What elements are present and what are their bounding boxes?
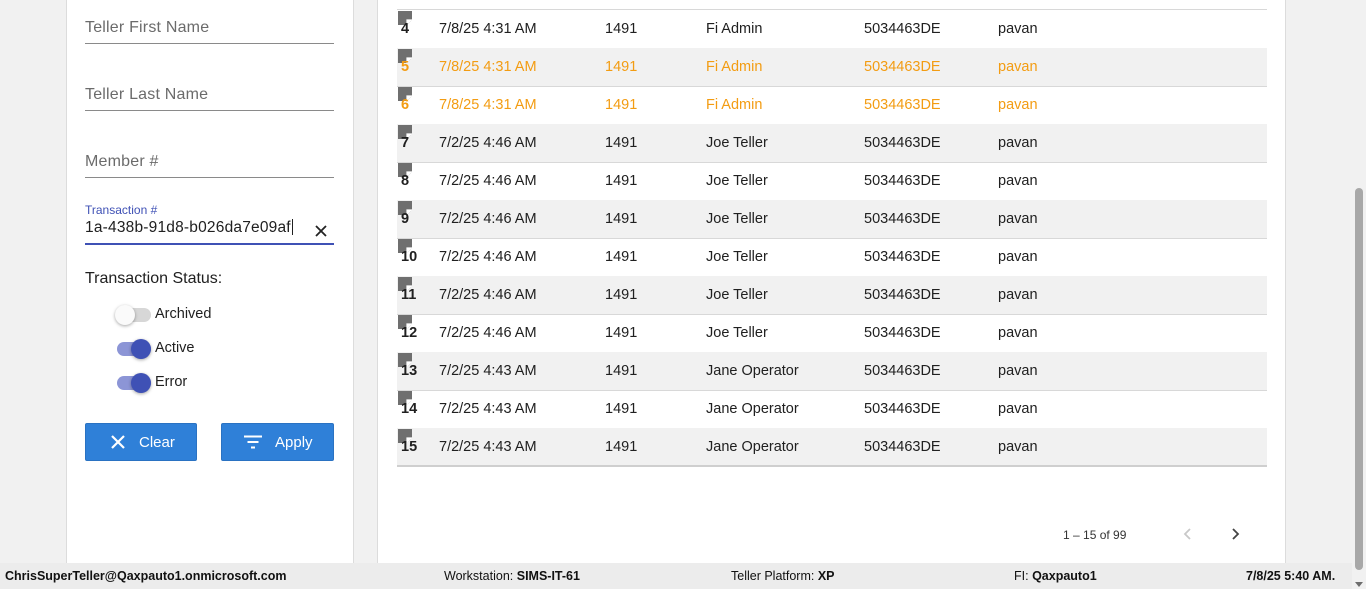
row-workstation: 5034463DE [864,97,941,113]
row-workstation: 5034463DE [864,59,941,75]
row-number: 13 [401,363,418,379]
row-user: pavan [998,325,1038,341]
scrollbar-thumb[interactable] [1355,188,1363,570]
fi-label: FI: [1014,569,1029,583]
clear-button-label: Clear [139,434,175,451]
teller-last-name-placeholder: Teller Last Name [85,86,209,103]
row-number: 14 [401,401,418,417]
toggle-archived[interactable] [115,302,315,326]
close-icon[interactable] [313,223,329,239]
scroll-down-arrow-icon[interactable] [1355,582,1363,587]
platform-info [731,569,835,583]
row-date: 7/2/25 4:46 AM [439,287,537,303]
table-row[interactable] [397,314,1267,353]
row-date: 7/8/25 4:31 AM [439,97,537,113]
row-number: 10 [401,249,418,265]
row-user: pavan [998,59,1038,75]
row-workstation: 5034463DE [864,287,941,303]
apply-button[interactable] [221,423,334,461]
member-number-placeholder: Member # [85,153,159,170]
row-workstation: 5034463DE [864,363,941,379]
transaction-number-label: Transaction # [85,203,158,217]
row-user: pavan [998,211,1038,227]
fi-info [1014,569,1097,583]
row-number: 7 [401,135,410,151]
row-teller: Joe Teller [706,287,768,303]
workstation-label: Workstation: [444,569,514,583]
status-datetime: 7/8/25 5:40 AM. [1246,569,1336,583]
row-teller: Joe Teller [706,135,768,151]
toggle-label: Archived [155,306,212,322]
table-row[interactable] [397,428,1267,467]
filter-icon [244,435,262,449]
platform-value: XP [817,569,835,583]
row-teller: Jane Operator [706,439,799,455]
toggle-thumb [115,305,135,325]
toggle-error[interactable] [115,370,315,394]
row-teller: Joe Teller [706,173,768,189]
row-number: 4 [401,21,410,37]
logged-in-user: ChrisSuperTeller@Qaxpauto1.onmicrosoft.com [5,569,287,583]
table-row[interactable] [397,162,1267,201]
row-date: 7/2/25 4:43 AM [439,439,537,455]
row-date: 7/2/25 4:46 AM [439,211,537,227]
table-row[interactable] [397,48,1267,87]
row-date: 7/2/25 4:46 AM [439,173,537,189]
transaction-number-input[interactable] [85,219,293,237]
row-number: 11 [401,287,417,303]
row-user: pavan [998,439,1038,455]
row-number: 8 [401,173,410,189]
row-workstation: 5034463DE [864,211,941,227]
row-workstation: 5034463DE [864,439,941,455]
close-icon [110,434,126,450]
toggle-label: Active [155,340,195,356]
row-branch: 1491 [605,173,638,189]
member-number-field[interactable] [85,146,334,178]
row-teller: Fi Admin [706,21,763,37]
results-panel [377,0,1286,563]
row-teller: Joe Teller [706,249,768,265]
text-caret [292,219,293,235]
field-underline [85,43,334,44]
table-row[interactable] [397,200,1267,239]
row-user: pavan [998,363,1038,379]
row-teller: Joe Teller [706,211,768,227]
teller-last-name-field[interactable] [85,79,334,111]
field-underline [85,243,334,245]
pagination-range: 1 – 15 of 99 [1063,528,1127,542]
row-date: 7/2/25 4:43 AM [439,401,537,417]
transaction-status-title: Transaction Status: [85,270,223,287]
row-date: 7/8/25 4:31 AM [439,59,537,75]
row-date: 7/8/25 4:31 AM [439,21,537,37]
workstation-info [444,569,580,583]
row-number: 5 [401,59,410,75]
table-row[interactable] [397,238,1267,277]
row-branch: 1491 [605,439,638,455]
row-user: pavan [998,135,1038,151]
row-teller: Fi Admin [706,59,763,75]
field-underline [85,110,334,111]
row-teller: Jane Operator [706,363,799,379]
chevron-left-icon[interactable] [1178,524,1198,544]
row-user: pavan [998,21,1038,37]
toggle-label: Error [155,374,188,390]
row-branch: 1491 [605,325,638,341]
row-workstation: 5034463DE [864,401,941,417]
page-scrollbar[interactable] [1352,0,1366,589]
row-date: 7/2/25 4:46 AM [439,325,537,341]
row-teller: Joe Teller [706,325,768,341]
row-branch: 1491 [605,135,638,151]
row-user: pavan [998,287,1038,303]
row-user: pavan [998,173,1038,189]
teller-first-name-placeholder: Teller First Name [85,19,210,36]
row-branch: 1491 [605,211,638,227]
row-workstation: 5034463DE [864,135,941,151]
workstation-value: SIMS-IT-61 [516,569,580,583]
row-user: pavan [998,401,1038,417]
table-row[interactable] [397,276,1267,315]
table-row[interactable] [397,390,1267,429]
table-bottom-border [397,465,1267,467]
row-workstation: 5034463DE [864,249,941,265]
table-row[interactable] [397,10,1267,49]
row-workstation: 5034463DE [864,21,941,37]
row-workstation: 5034463DE [864,325,941,341]
toggle-thumb [131,373,151,393]
chevron-right-icon[interactable] [1225,524,1245,544]
field-underline [85,177,334,178]
row-branch: 1491 [605,401,638,417]
transaction-number-value: 1a-438b-91d8-b026da7e09af [85,219,291,236]
row-user: pavan [998,249,1038,265]
transaction-number-field[interactable] [85,203,334,245]
row-date: 7/2/25 4:46 AM [439,135,537,151]
row-branch: 1491 [605,363,638,379]
toggle-thumb [131,339,151,359]
platform-label: Teller Platform: [731,569,815,583]
table-row[interactable] [397,86,1267,125]
row-branch: 1491 [605,59,638,75]
filter-panel [66,0,354,563]
table-row[interactable] [397,124,1267,163]
row-number: 6 [401,97,410,113]
clear-button[interactable] [85,423,197,461]
table-row[interactable] [397,352,1267,391]
status-bar [0,563,1352,589]
row-branch: 1491 [605,249,638,265]
teller-first-name-field[interactable] [85,12,334,44]
row-teller: Fi Admin [706,97,763,113]
row-number: 15 [401,439,418,455]
row-user: pavan [998,97,1038,113]
row-teller: Jane Operator [706,401,799,417]
row-number: 9 [401,211,410,227]
row-workstation: 5034463DE [864,173,941,189]
fi-value: Qaxpauto1 [1032,569,1097,583]
toggle-active[interactable] [115,336,315,360]
row-branch: 1491 [605,21,638,37]
row-number: 12 [401,325,418,341]
row-date: 7/2/25 4:43 AM [439,363,537,379]
row-branch: 1491 [605,97,638,113]
row-date: 7/2/25 4:46 AM [439,249,537,265]
row-branch: 1491 [605,287,638,303]
apply-button-label: Apply [275,434,313,451]
